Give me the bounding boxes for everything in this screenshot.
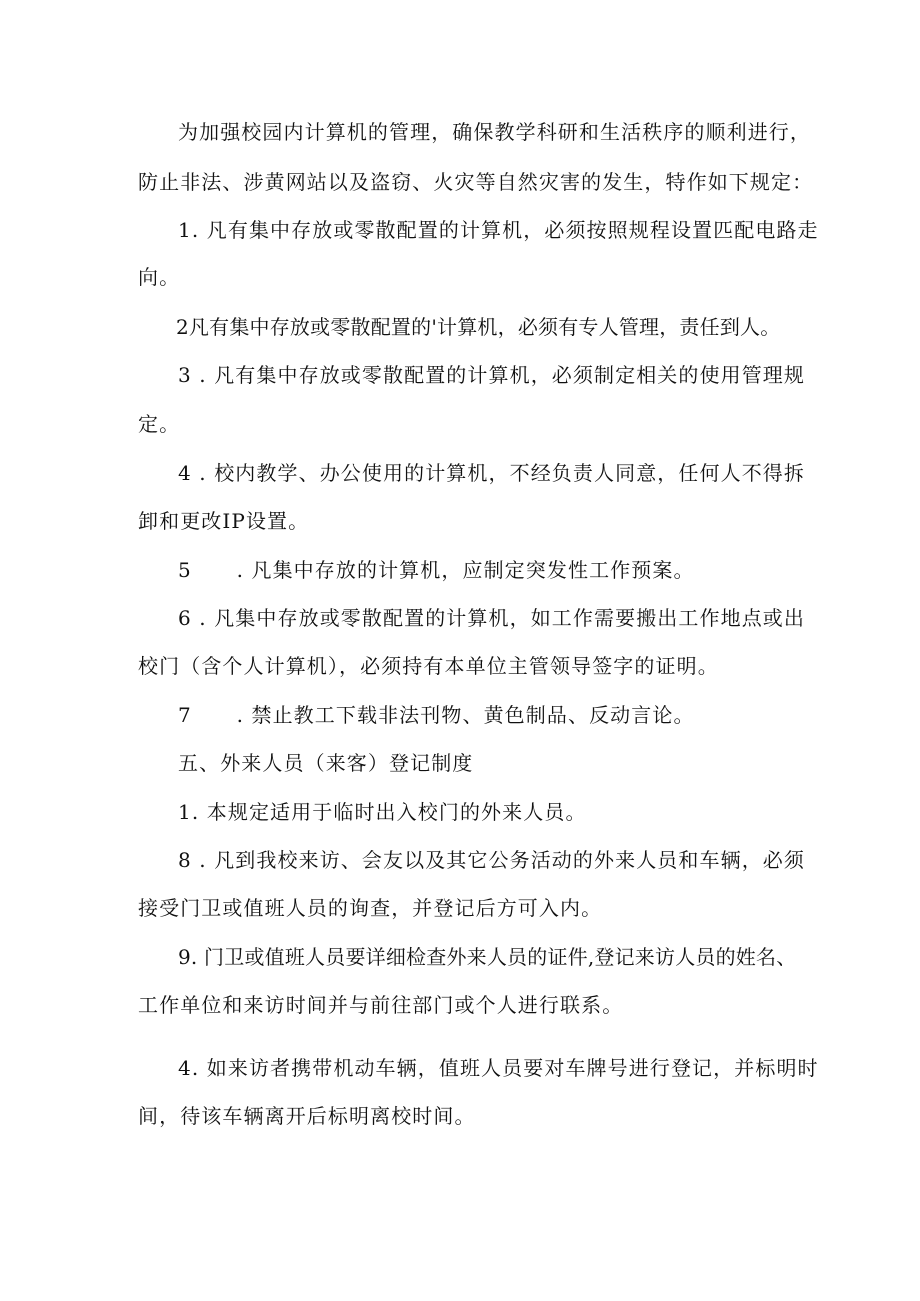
rule-7-line-1: 7 . 禁止教工下载非法刊物、黄色制品、反动言论。 [178, 703, 695, 727]
paragraph-intro-line-2: 防止非法、涉黄网站以及盗窃、火灾等自然灾害的发生，特作如下规定： [138, 170, 814, 194]
visitor-rule-8-line-2: 接受门卫或值班人员的询查，并登记后方可入内。 [138, 896, 603, 920]
visitor-rule-4-line-1: 4. 如来访者携带机动车辆，值班人员要对车牌号进行登记，并标明时 [178, 1056, 819, 1080]
rule-1-line-1: 1. 凡有集中存放或零散配置的计算机，必须按照规程设置匹配电路走 [178, 218, 819, 242]
rule-6-line-2: 校门（含个人计算机），必须持有本单位主管领导签字的证明。 [138, 654, 719, 678]
rule-3-line-1: 3 . 凡有集中存放或零散配置的计算机，必须制定相关的使用管理规 [178, 363, 805, 387]
visitor-rule-1-line-1: 1. 本规定适用于临时出入校门的外来人员。 [178, 800, 587, 824]
rule-3-line-2: 定。 [138, 412, 181, 436]
visitor-rule-4-line-2: 间，待该车辆离开后标明离校时间。 [138, 1104, 476, 1128]
visitor-rule-8-line-1: 8 . 凡到我校来访、会友以及其它公务活动的外来人员和车辆，必须 [178, 848, 805, 872]
rule-2-line-1: 2凡有集中存放或零散配置的'计算机，必须有专人管理，责任到人。 [176, 315, 781, 339]
visitor-rule-9-line-1: 9. 门卫或值班人员要详细检查外来人员的证件,登记来访人员的姓名、 [178, 945, 797, 969]
section-heading-visitor-registration: 五、外来人员（来客）登记制度 [178, 751, 474, 775]
rule-5-line-1: 5 . 凡集中存放的计算机，应制定突发性工作预案。 [178, 558, 695, 582]
paragraph-intro-line-1: 为加强校园内计算机的管理，确保教学科研和生活秩序的顺利进行， [178, 120, 811, 144]
visitor-rule-9-line-2: 工作单位和来访时间并与前往部门或个人进行联系。 [138, 993, 624, 1017]
rule-4-line-1: 4 . 校内教学、办公使用的计算机，不经负责人同意，任何人不得拆 [178, 461, 805, 485]
rule-4-line-2: 卸和更改IP设置。 [138, 509, 310, 533]
rule-1-line-2: 向。 [138, 265, 181, 289]
rule-6-line-1: 6 . 凡集中存放或零散配置的计算机，如工作需要搬出工作地点或出 [178, 606, 805, 630]
